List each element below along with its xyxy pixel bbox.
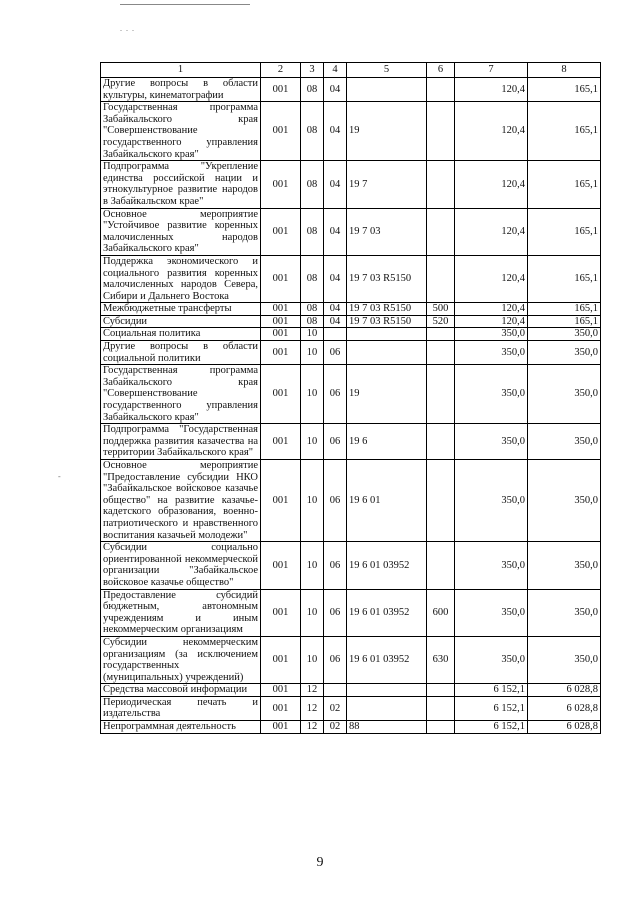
amount-year1-cell: 350,0: [455, 328, 528, 341]
target-article-cell: 19 6 01 03952: [347, 542, 427, 589]
section-cell: 12: [301, 696, 324, 720]
table-row: [101, 255, 601, 302]
section-cell: 10: [301, 365, 324, 424]
target-article-cell: 19 6 01: [347, 460, 427, 542]
table-row: [101, 721, 601, 734]
amount-year1-cell: 6 152,1: [455, 684, 528, 697]
admin-code-cell: 001: [261, 424, 301, 460]
admin-code-cell: 001: [261, 341, 301, 365]
target-article-cell: 19 7: [347, 161, 427, 208]
admin-code-cell: 001: [261, 684, 301, 697]
amount-year2-cell: 165,1: [528, 303, 601, 316]
amount-year1-cell: 350,0: [455, 460, 528, 542]
budget-table: [100, 62, 601, 734]
amount-year1-cell: 120,4: [455, 208, 528, 255]
subsection-cell: 06: [324, 365, 347, 424]
subsection-cell: 04: [324, 315, 347, 328]
amount-year2-cell: 350,0: [528, 328, 601, 341]
row-name-cell: Другие вопросы в области культуры, кинематографии: [101, 78, 261, 102]
amount-year1-cell: 120,4: [455, 102, 528, 161]
amount-year2-cell: 350,0: [528, 542, 601, 589]
target-article-cell: [347, 328, 427, 341]
amount-year2-cell: 350,0: [528, 589, 601, 636]
target-article-cell: 19: [347, 365, 427, 424]
table-row: [101, 341, 601, 365]
amount-year2-cell: 165,1: [528, 102, 601, 161]
expense-type-cell: [427, 161, 455, 208]
target-article-cell: [347, 696, 427, 720]
page-number: 9: [316, 855, 324, 870]
expense-type-cell: [427, 255, 455, 302]
amount-year2-cell: 350,0: [528, 636, 601, 683]
amount-year1-cell: 120,4: [455, 315, 528, 328]
section-cell: 10: [301, 542, 324, 589]
admin-code-cell: 001: [261, 208, 301, 255]
amount-year2-cell: 165,1: [528, 161, 601, 208]
expense-type-cell: [427, 341, 455, 365]
row-name-cell: Государственная программа Забайкальского края "Совершенствование государственного управления Забайкальского края": [101, 102, 261, 161]
row-name-cell: Субсидии социально ориентированной некоммерческой организации "Забайкальское войсковое казачье общество": [101, 542, 261, 589]
target-article-cell: 19 6: [347, 424, 427, 460]
subsection-cell: 06: [324, 542, 347, 589]
column-header: 5: [347, 63, 427, 78]
row-name-cell: Социальная политика: [101, 328, 261, 341]
target-article-cell: [347, 341, 427, 365]
amount-year2-cell: 350,0: [528, 341, 601, 365]
target-article-cell: [347, 684, 427, 697]
amount-year2-cell: 6 028,8: [528, 684, 601, 697]
subsection-cell: 06: [324, 460, 347, 542]
table-header-row: [101, 63, 601, 78]
expense-type-cell: 500: [427, 303, 455, 316]
table-row: [101, 365, 601, 424]
column-header: 4: [324, 63, 347, 78]
row-name-cell: Подпрограмма "Укрепление единства российской нации и этнокультурное развитие народов в Забайкальском крае": [101, 161, 261, 208]
table-row: [101, 460, 601, 542]
expense-type-cell: [427, 365, 455, 424]
column-header: 7: [455, 63, 528, 78]
amount-year2-cell: 350,0: [528, 365, 601, 424]
subsection-cell: 02: [324, 696, 347, 720]
admin-code-cell: 001: [261, 315, 301, 328]
expense-type-cell: 630: [427, 636, 455, 683]
amount-year1-cell: 350,0: [455, 341, 528, 365]
column-header: 8: [528, 63, 601, 78]
expense-type-cell: 520: [427, 315, 455, 328]
table-row: [101, 696, 601, 720]
row-name-cell: Субсидии: [101, 315, 261, 328]
admin-code-cell: 001: [261, 636, 301, 683]
subsection-cell: 04: [324, 303, 347, 316]
amount-year1-cell: 120,4: [455, 255, 528, 302]
amount-year1-cell: 350,0: [455, 542, 528, 589]
row-name-cell: Периодическая печать и издательства: [101, 696, 261, 720]
expense-type-cell: [427, 102, 455, 161]
table-row: [101, 315, 601, 328]
section-cell: 08: [301, 303, 324, 316]
subsection-cell: [324, 684, 347, 697]
subsection-cell: 04: [324, 102, 347, 161]
amount-year2-cell: 165,1: [528, 78, 601, 102]
amount-year2-cell: 165,1: [528, 315, 601, 328]
table-row: [101, 636, 601, 683]
expense-type-cell: [427, 328, 455, 341]
row-name-cell: Основное мероприятие "Предоставление субсидии НКО "Забайкальское войсковое казачье общество" на развитие казачье-кадетского образования, военно-патриотического и нравственного воспитания казачьей молодежи": [101, 460, 261, 542]
admin-code-cell: 001: [261, 696, 301, 720]
amount-year1-cell: 350,0: [455, 365, 528, 424]
section-cell: 08: [301, 208, 324, 255]
admin-code-cell: 001: [261, 721, 301, 734]
section-cell: 10: [301, 328, 324, 341]
admin-code-cell: 001: [261, 78, 301, 102]
subsection-cell: 06: [324, 636, 347, 683]
top-rule: [120, 4, 250, 5]
amount-year1-cell: 6 152,1: [455, 721, 528, 734]
target-article-cell: 19 6 01 03952: [347, 636, 427, 683]
column-header: 2: [261, 63, 301, 78]
admin-code-cell: 001: [261, 328, 301, 341]
row-name-cell: Субсидии некоммерческим организациям (за исключением государственных (муниципальных) учреждений): [101, 636, 261, 683]
amount-year1-cell: 350,0: [455, 424, 528, 460]
target-article-cell: 19 7 03 R5150: [347, 255, 427, 302]
table-row: [101, 303, 601, 316]
expense-type-cell: [427, 78, 455, 102]
expense-type-cell: [427, 208, 455, 255]
target-article-cell: 19 7 03 R5150: [347, 303, 427, 316]
amount-year1-cell: 6 152,1: [455, 696, 528, 720]
table-row: [101, 542, 601, 589]
amount-year1-cell: 120,4: [455, 303, 528, 316]
subsection-cell: 02: [324, 721, 347, 734]
target-article-cell: 88: [347, 721, 427, 734]
scan-marks: . . .: [120, 24, 135, 33]
amount-year1-cell: 120,4: [455, 78, 528, 102]
expense-type-cell: [427, 696, 455, 720]
admin-code-cell: 001: [261, 589, 301, 636]
column-header: 1: [101, 63, 261, 78]
amount-year2-cell: 165,1: [528, 208, 601, 255]
amount-year2-cell: 6 028,8: [528, 696, 601, 720]
table-row: [101, 424, 601, 460]
table-row: [101, 78, 601, 102]
target-article-cell: 19 7 03: [347, 208, 427, 255]
row-name-cell: Подпрограмма "Государственная поддержка развития казачества на территории Забайкальского края": [101, 424, 261, 460]
section-cell: 12: [301, 684, 324, 697]
row-name-cell: Основное мероприятие "Устойчивое развитие коренных малочисленных народов Забайкальского края": [101, 208, 261, 255]
table-row: [101, 208, 601, 255]
column-header: 6: [427, 63, 455, 78]
row-name-cell: Средства массовой информации: [101, 684, 261, 697]
section-cell: 08: [301, 315, 324, 328]
section-cell: 08: [301, 255, 324, 302]
admin-code-cell: 001: [261, 542, 301, 589]
admin-code-cell: 001: [261, 255, 301, 302]
section-cell: 12: [301, 721, 324, 734]
subsection-cell: 06: [324, 424, 347, 460]
target-article-cell: 19 7 03 R5150: [347, 315, 427, 328]
admin-code-cell: 001: [261, 365, 301, 424]
target-article-cell: 19 6 01 03952: [347, 589, 427, 636]
row-name-cell: Непрограммная деятельность: [101, 721, 261, 734]
section-cell: 10: [301, 589, 324, 636]
amount-year1-cell: 120,4: [455, 161, 528, 208]
amount-year2-cell: 350,0: [528, 424, 601, 460]
subsection-cell: 04: [324, 78, 347, 102]
subsection-cell: [324, 328, 347, 341]
admin-code-cell: 001: [261, 460, 301, 542]
row-name-cell: Другие вопросы в области социальной политики: [101, 341, 261, 365]
expense-type-cell: [427, 721, 455, 734]
table-row: [101, 684, 601, 697]
admin-code-cell: 001: [261, 161, 301, 208]
expense-type-cell: [427, 424, 455, 460]
column-header: 3: [301, 63, 324, 78]
amount-year1-cell: 350,0: [455, 636, 528, 683]
subsection-cell: 06: [324, 341, 347, 365]
amount-year2-cell: 350,0: [528, 460, 601, 542]
row-name-cell: Предоставление субсидий бюджетным, автономным учреждениям и иным некоммерческим организациям: [101, 589, 261, 636]
target-article-cell: 19: [347, 102, 427, 161]
section-cell: 10: [301, 341, 324, 365]
subsection-cell: 06: [324, 589, 347, 636]
amount-year2-cell: 6 028,8: [528, 721, 601, 734]
section-cell: 08: [301, 102, 324, 161]
table-row: [101, 328, 601, 341]
amount-year2-cell: 165,1: [528, 255, 601, 302]
table-row: [101, 589, 601, 636]
section-cell: 10: [301, 636, 324, 683]
admin-code-cell: 001: [261, 102, 301, 161]
section-cell: 10: [301, 460, 324, 542]
expense-type-cell: [427, 684, 455, 697]
section-cell: 08: [301, 161, 324, 208]
section-cell: 10: [301, 424, 324, 460]
section-cell: 08: [301, 78, 324, 102]
subsection-cell: 04: [324, 255, 347, 302]
expense-type-cell: 600: [427, 589, 455, 636]
margin-mark: -: [58, 472, 61, 481]
admin-code-cell: 001: [261, 303, 301, 316]
target-article-cell: [347, 78, 427, 102]
subsection-cell: 04: [324, 208, 347, 255]
expense-type-cell: [427, 460, 455, 542]
row-name-cell: Межбюджетные трансферты: [101, 303, 261, 316]
row-name-cell: Государственная программа Забайкальского края "Совершенствование государственного управления Забайкальского края": [101, 365, 261, 424]
amount-year1-cell: 350,0: [455, 589, 528, 636]
row-name-cell: Поддержка экономического и социального развития коренных малочисленных народов Севера, Сибири и Дальнего Востока: [101, 255, 261, 302]
subsection-cell: 04: [324, 161, 347, 208]
table-row: [101, 161, 601, 208]
expense-type-cell: [427, 542, 455, 589]
table-row: [101, 102, 601, 161]
